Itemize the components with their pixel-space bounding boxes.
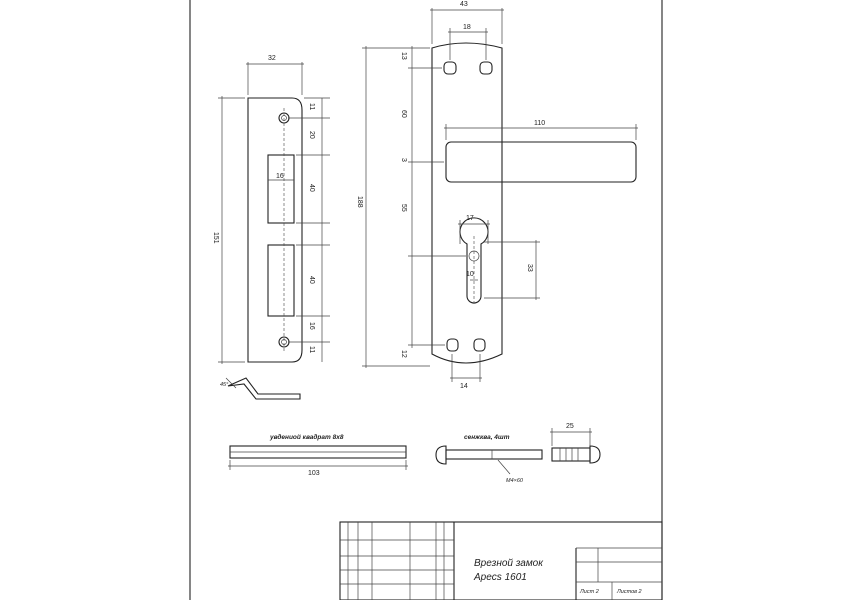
square-bar	[228, 433, 408, 477]
dim-cyl-width: 17	[466, 215, 474, 222]
dim-strike-v3: 40	[308, 184, 315, 192]
dim-plate-top: 13	[400, 52, 407, 60]
dim-strike-slot-w: 16	[276, 173, 284, 180]
screw-caption: сенжква, 4шт	[464, 434, 510, 441]
strike-plate	[212, 55, 330, 364]
cylinder-cutout	[460, 218, 488, 303]
plate-hole-top-right	[480, 62, 492, 74]
strike-slot-lower	[268, 245, 294, 316]
title-block	[340, 522, 662, 600]
dim-cyl-height: 33	[526, 264, 533, 272]
sheet-number: Лист 2	[580, 589, 599, 595]
sheet-frame	[190, 0, 662, 600]
dim-bar-length: 103	[308, 470, 320, 477]
dim-plate-v1: 60	[400, 110, 407, 118]
plate-hole-bottom-left	[447, 339, 458, 351]
plate-hole-bottom-right	[474, 339, 485, 351]
dim-bottom-hole-spacing: 14	[460, 383, 468, 390]
dim-screw-length: 25	[566, 423, 574, 430]
dim-plate-bottom: 12	[400, 350, 407, 358]
screw-set	[436, 423, 600, 484]
dim-strike-v5: 16	[308, 322, 315, 330]
drawing-title-line1: Врезной замок	[474, 558, 543, 569]
drawing-title-line2: Apecs 1601	[474, 572, 527, 583]
dim-strike-height: 151	[212, 232, 219, 244]
strike-slot-upper	[268, 155, 294, 223]
dim-plate-v3: 55	[400, 204, 407, 212]
dim-plate-height: 188	[356, 196, 363, 208]
dim-handle-length: 110	[534, 120, 546, 127]
handle-plate	[356, 1, 638, 390]
plate-hole-top-left	[444, 62, 456, 74]
angle-detail	[220, 378, 300, 399]
screw-note: M4×60	[506, 478, 523, 484]
dim-plate-width: 43	[460, 1, 468, 8]
lever-handle	[446, 142, 636, 182]
dim-cyl-inner: 10	[466, 271, 474, 278]
dim-strike-width: 32	[268, 55, 276, 62]
sheet-count: Листов 2	[617, 589, 642, 595]
dim-plate-hole-spacing: 18	[463, 24, 471, 31]
angle-note: 45°	[220, 382, 229, 388]
dim-strike-v6: 11	[308, 346, 315, 354]
dim-plate-v2: 3	[400, 158, 407, 162]
dim-strike-v2: 20	[308, 131, 315, 139]
bar-caption: увдениой квадрат 8х8	[270, 434, 344, 441]
dim-strike-v4: 40	[308, 276, 315, 284]
dim-strike-v1: 11	[308, 103, 315, 111]
